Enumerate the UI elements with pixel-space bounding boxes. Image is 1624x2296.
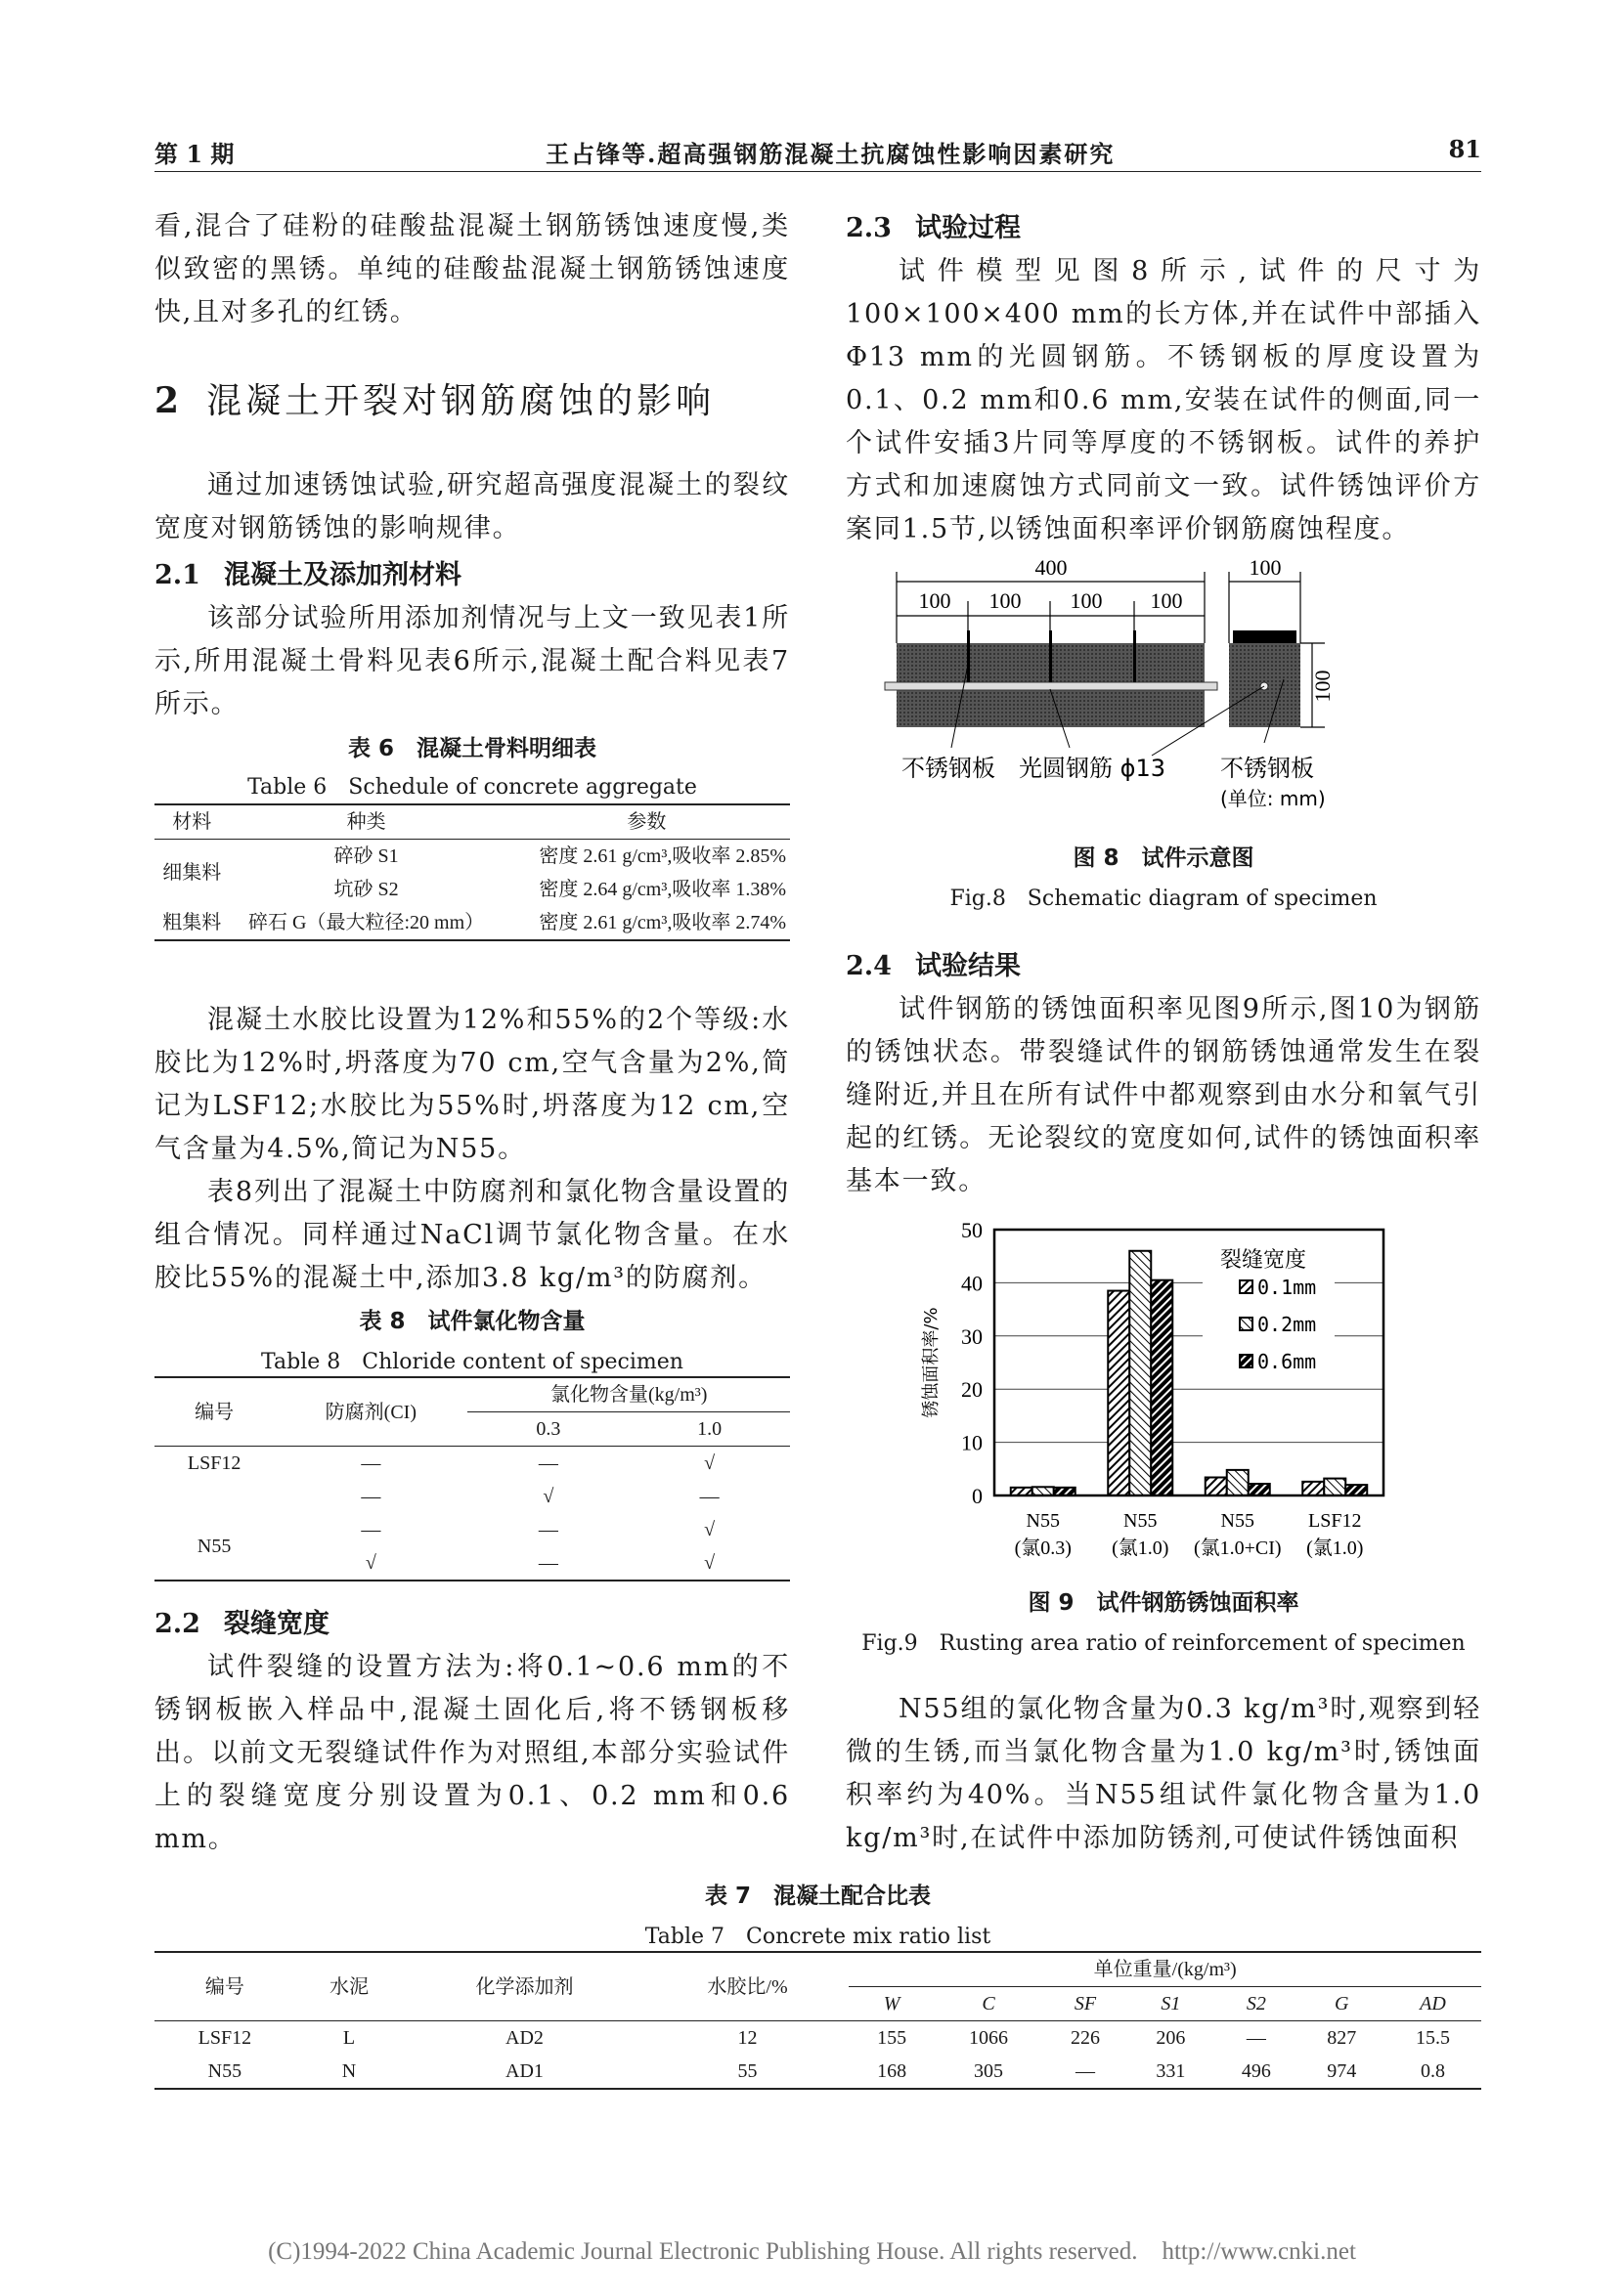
table-row — [154, 1447, 790, 1481]
dim-seg4: 100 — [1150, 588, 1183, 613]
table-row — [154, 1480, 790, 1513]
y-tick-label: 20 — [961, 1377, 983, 1403]
bar-0.2mm-2 — [1227, 1470, 1249, 1495]
table-cell: 168 — [877, 2060, 907, 2082]
copyright: (C)1994-2022 China Academic Journal Electronic Publishing House. All rights reserved. — [268, 2238, 1138, 2265]
section-number: 2 — [154, 380, 184, 421]
subsection-number: 2.3 — [846, 213, 892, 243]
table-cell: — — [1075, 2060, 1095, 2082]
table-header-cell: 种类 — [346, 811, 386, 833]
table-cell: 0.8 — [1420, 2060, 1445, 2082]
subsection-number: 2.1 — [154, 560, 200, 590]
table-cell: 坑砂 S2 — [333, 879, 399, 900]
table7-caption-en: Table 7 Concrete mix ratio list — [644, 1925, 991, 1949]
table6-caption-en: Table 6 Schedule of concrete aggregate — [247, 775, 697, 800]
y-tick-label: 50 — [961, 1218, 983, 1242]
y-tick-label: 30 — [961, 1323, 983, 1349]
table-cell: — — [699, 1486, 720, 1507]
x-tick-label: (氯1.0+CI) — [1193, 1538, 1282, 1559]
th-unit-weight: 单位重量/(kg/m³) — [849, 1952, 1481, 1987]
footer-url[interactable]: http://www.cnki.net — [1162, 2238, 1356, 2265]
y-tick-label: 0 — [972, 1484, 983, 1508]
table-cell: — — [538, 1552, 558, 1574]
figure8-caption-en: Fig.8 Schematic diagram of specimen — [949, 887, 1378, 911]
issue-number: 第 1 期 — [154, 140, 235, 168]
x-tick-label: N55 — [1026, 1510, 1060, 1532]
table-cell: √ — [704, 1552, 716, 1574]
x-tick-label: N55 — [1220, 1510, 1254, 1532]
label-unit: (单位: mm) — [1220, 787, 1326, 810]
running-title: 王占锋等.超高强钢筋混凝土抗腐蚀性影响因素研究 — [546, 140, 1116, 168]
x-tick-label: N55 — [1123, 1510, 1158, 1532]
bar-0.2mm-0 — [1032, 1487, 1054, 1495]
bar-0.6mm-2 — [1249, 1484, 1270, 1495]
table-cell: — — [1246, 2027, 1266, 2049]
table-header-cell: S1 — [1161, 1993, 1181, 2014]
dim-seg2: 100 — [988, 588, 1022, 613]
table-cell: — — [538, 1452, 558, 1474]
th-c03: 0.3 — [536, 1418, 561, 1440]
table8-caption-en: Table 8 Chloride content of specimen — [261, 1350, 683, 1374]
y-tick-label: 40 — [961, 1271, 983, 1296]
label-steel-bar: 光圆钢筋 ϕ13 — [1019, 755, 1165, 782]
table-header-cell: 参数 — [627, 811, 667, 833]
table-cell: N55 — [207, 2060, 242, 2082]
subsection-number: 2.2 — [154, 1609, 200, 1639]
y-tick-label: 10 — [961, 1430, 983, 1455]
subsection-title: 裂缝宽度 — [223, 1609, 329, 1639]
table-cell: 碎石 G（最大粒径:20 mm） — [248, 912, 485, 933]
th-ci: 防腐剂(CI) — [325, 1401, 417, 1423]
table-cell: 496 — [1241, 2060, 1271, 2082]
section-heading-2 — [154, 376, 715, 426]
table-row — [154, 1513, 790, 1546]
y-axis-label: 锈蚀面积率/% — [921, 1307, 942, 1418]
table-cell: — — [361, 1519, 381, 1540]
table-header-cell: G — [1335, 1993, 1349, 2014]
table-header-cell: 材料 — [172, 811, 212, 833]
table-cell: 1066 — [969, 2027, 1008, 2049]
th-id: 编号 — [204, 1975, 244, 1998]
th-chloride: 氯化物含量(kg/m³) — [467, 1377, 790, 1412]
table-cell: N — [341, 2060, 357, 2082]
table-cell: AD2 — [505, 2027, 544, 2049]
dim-seg1: 100 — [918, 588, 951, 613]
dim-height: 100 — [1310, 670, 1335, 703]
paragraph: 试件钢筋的锈蚀面积率见图9所示,图10为钢筋的锈蚀状态。带裂缝试件的钢筋锈蚀通常发生在裂缝附近,并且在所有试件中都观察到由水分和氧气引起的红锈。无论裂纹的宽度如何,试件的锈蚀面积率基本一致。 — [846, 994, 1481, 1196]
table-cell: AD1 — [505, 2060, 544, 2082]
table7 — [154, 1951, 1481, 2090]
table-cell: 206 — [1156, 2027, 1186, 2049]
table-cell: 827 — [1327, 2027, 1357, 2049]
legend-label: 0.1mm — [1257, 1276, 1317, 1299]
legend-label: 0.6mm — [1257, 1350, 1317, 1373]
x-tick-label: (氯1.0) — [1306, 1538, 1364, 1559]
table-cell: 331 — [1156, 2060, 1186, 2082]
x-tick-label: (氯1.0) — [1112, 1538, 1169, 1559]
figure8-specimen-diagram — [860, 547, 1467, 831]
legend-swatch — [1240, 1280, 1252, 1293]
figure9-bar-chart — [909, 1212, 1418, 1583]
table-cell: 55 — [737, 2060, 758, 2082]
subsection-heading-2-2 — [154, 1603, 329, 1646]
table-cell: √ — [704, 1519, 716, 1540]
table-cell: √ — [365, 1552, 376, 1574]
bar-0.2mm-3 — [1324, 1479, 1345, 1495]
figure9-caption-cn: 图 9 试件钢筋锈蚀面积率 — [1028, 1590, 1299, 1616]
table6-caption-cn: 表 6 混凝土骨料明细表 — [347, 736, 596, 761]
table-header-row — [154, 804, 790, 840]
subsection-title: 混凝土及添加剂材料 — [223, 560, 461, 590]
table-cell: 305 — [974, 2060, 1003, 2082]
table7-caption-cn: 表 7 混凝土配合比表 — [704, 1884, 931, 1909]
running-header — [154, 135, 1481, 172]
table6 — [154, 803, 790, 941]
table-cell: LSF12 — [198, 2027, 252, 2049]
th-c10: 1.0 — [697, 1418, 723, 1440]
table-cell: — — [361, 1486, 381, 1507]
table-header-cell: AD — [1420, 1993, 1446, 2014]
table-cell: 15.5 — [1415, 2027, 1450, 2049]
th-cement: 水泥 — [329, 1975, 369, 1998]
bar-0.1mm-3 — [1302, 1482, 1324, 1495]
table-cell — [154, 1480, 274, 1513]
dim-width: 100 — [1249, 555, 1282, 580]
table-cell: √ — [704, 1452, 716, 1474]
table-row — [154, 840, 790, 874]
bar-0.1mm-1 — [1108, 1291, 1129, 1495]
dim-total: 400 — [1034, 555, 1068, 580]
label-plate-left: 不锈钢板 — [901, 755, 995, 782]
table-row — [154, 906, 790, 940]
table-cell: 12 — [737, 2027, 758, 2049]
subsection-heading-2-3 — [846, 207, 1021, 250]
table-header-cell: SF — [1074, 1993, 1097, 2014]
dim-seg3: 100 — [1070, 588, 1103, 613]
paragraph: N55组的氯化物含量为0.3 kg/m³时,观察到轻微的生锈,而当氯化物含量为1.0 kg/m³时,锈蚀面积率约为40%。当N55组试件氯化物含量为1.0 kg/m³时,在试件中添加防锈剂,可使试件锈蚀面积 — [846, 1694, 1481, 1853]
x-tick-label: LSF12 — [1308, 1510, 1362, 1532]
table-cell: LSF12 — [187, 1452, 241, 1474]
table-cell: N55 — [197, 1536, 232, 1557]
x-tick-label: (氯0.3) — [1014, 1538, 1072, 1559]
table-header-cell: S2 — [1246, 1993, 1266, 2014]
table-cell: 粗集料 — [162, 912, 222, 933]
bar-0.6mm-1 — [1151, 1280, 1172, 1495]
paragraph: 通过加速锈蚀试验,研究超高强度混凝土的裂纹宽度对钢筋锈蚀的影响规律。 — [154, 470, 790, 543]
figure8-caption-cn: 图 8 试件示意图 — [1073, 845, 1254, 871]
table-header-cell: C — [982, 1993, 995, 2014]
paragraph: 该部分试验所用添加剂情况与上文一致见表1所示,所用混凝土骨料见表6所示,混凝土配合料见表7所示。 — [154, 603, 790, 719]
th-admix: 化学添加剂 — [475, 1975, 574, 1998]
figure9-caption-en: Fig.9 Rusting area ratio of reinforcement of specimen — [861, 1631, 1466, 1656]
table-cell: L — [342, 2027, 356, 2049]
label-plate-right: 不锈钢板 — [1220, 755, 1314, 782]
table-cell: — — [538, 1519, 558, 1540]
bar-0.2mm-1 — [1129, 1251, 1151, 1495]
legend-label: 0.2mm — [1257, 1313, 1317, 1336]
table8 — [154, 1376, 790, 1581]
subsection-title: 试验过程 — [914, 213, 1021, 243]
table-row — [154, 2021, 1481, 2056]
table-row — [154, 2055, 1481, 2089]
subsection-heading-2-1 — [154, 554, 461, 597]
paragraph: 混凝土水胶比设置为12%和55%的2个等级:水胶比为12%时,坍落度为70 cm,空气含量为2%,简记为LSF12;水胶比为55%时,坍落度为12 cm,空气含量为4.5%,简记为N55。 — [154, 1005, 790, 1164]
table-cell: 密度 2.61 g/cm³,吸收率 2.85% — [539, 845, 786, 867]
paragraph: 表8列出了混凝土中防腐剂和氯化物含量设置的组合情况。同样通过NaCl调节氯化物含量。在水胶比55%的混凝土中,添加3.8 kg/m³的防腐剂。 — [154, 1177, 790, 1293]
footer — [0, 2238, 1624, 2266]
section-title: 混凝土开裂对钢筋腐蚀的影响 — [206, 381, 716, 421]
legend-swatch — [1240, 1355, 1252, 1367]
th-wb: 水胶比/% — [707, 1975, 788, 1998]
table-cell: — — [361, 1452, 381, 1474]
table-cell: 密度 2.64 g/cm³,吸收率 1.38% — [539, 879, 786, 900]
table-row — [154, 873, 790, 906]
paragraph: 试件裂缝的设置方法为:将0.1~0.6 mm的不锈钢板嵌入样品中,混凝土固化后,将不锈钢板移出。以前文无裂缝试件作为对照组,本部分实验试件上的裂缝宽度分别设置为0.1、0.2 mm和0.6 mm。 — [154, 1652, 790, 1854]
table-cell: 细集料 — [162, 862, 222, 884]
table-cell: √ — [543, 1486, 554, 1507]
subsection-title: 试验结果 — [914, 951, 1021, 981]
paragraph: 看,混合了硅粉的硅酸盐混凝土钢筋锈蚀速度慢,类似致密的黑锈。单纯的硅酸盐混凝土钢筋锈蚀速度快,且对多孔的红锈。 — [154, 211, 790, 327]
subsection-heading-2-4 — [846, 945, 1021, 988]
table-cell: 155 — [877, 2027, 907, 2049]
table-cell: 974 — [1327, 2060, 1357, 2082]
legend-title: 裂缝宽度 — [1220, 1248, 1307, 1273]
bar-0.6mm-3 — [1345, 1485, 1367, 1495]
subsection-number: 2.4 — [846, 951, 892, 981]
table-cell: 226 — [1070, 2027, 1100, 2049]
page-number: 81 — [1448, 135, 1481, 163]
paragraph: 试件模型见图8所示,试件的尺寸为100×100×400 mm的长方体,并在试件中部插入Φ13 mm的光圆钢筋。不锈钢板的厚度设置为0.1、0.2 mm和0.6 mm,安装在试件的侧面,同一个试件安插3片同等厚度的不锈钢板。试件的养护方式和加速腐蚀方式同前文一致。试件锈蚀评价方案同1.5节,以锈蚀面积率评价钢筋腐蚀程度。 — [846, 256, 1481, 544]
table-cell: 密度 2.61 g/cm³,吸收率 2.74% — [539, 912, 786, 933]
bar-0.1mm-2 — [1206, 1478, 1227, 1495]
table-header-cell: W — [883, 1993, 900, 2014]
table-cell: 碎砂 S1 — [333, 845, 399, 867]
th-id: 编号 — [195, 1401, 235, 1423]
table8-caption-cn: 表 8 试件氯化物含量 — [359, 1309, 586, 1334]
legend-swatch — [1240, 1318, 1252, 1330]
